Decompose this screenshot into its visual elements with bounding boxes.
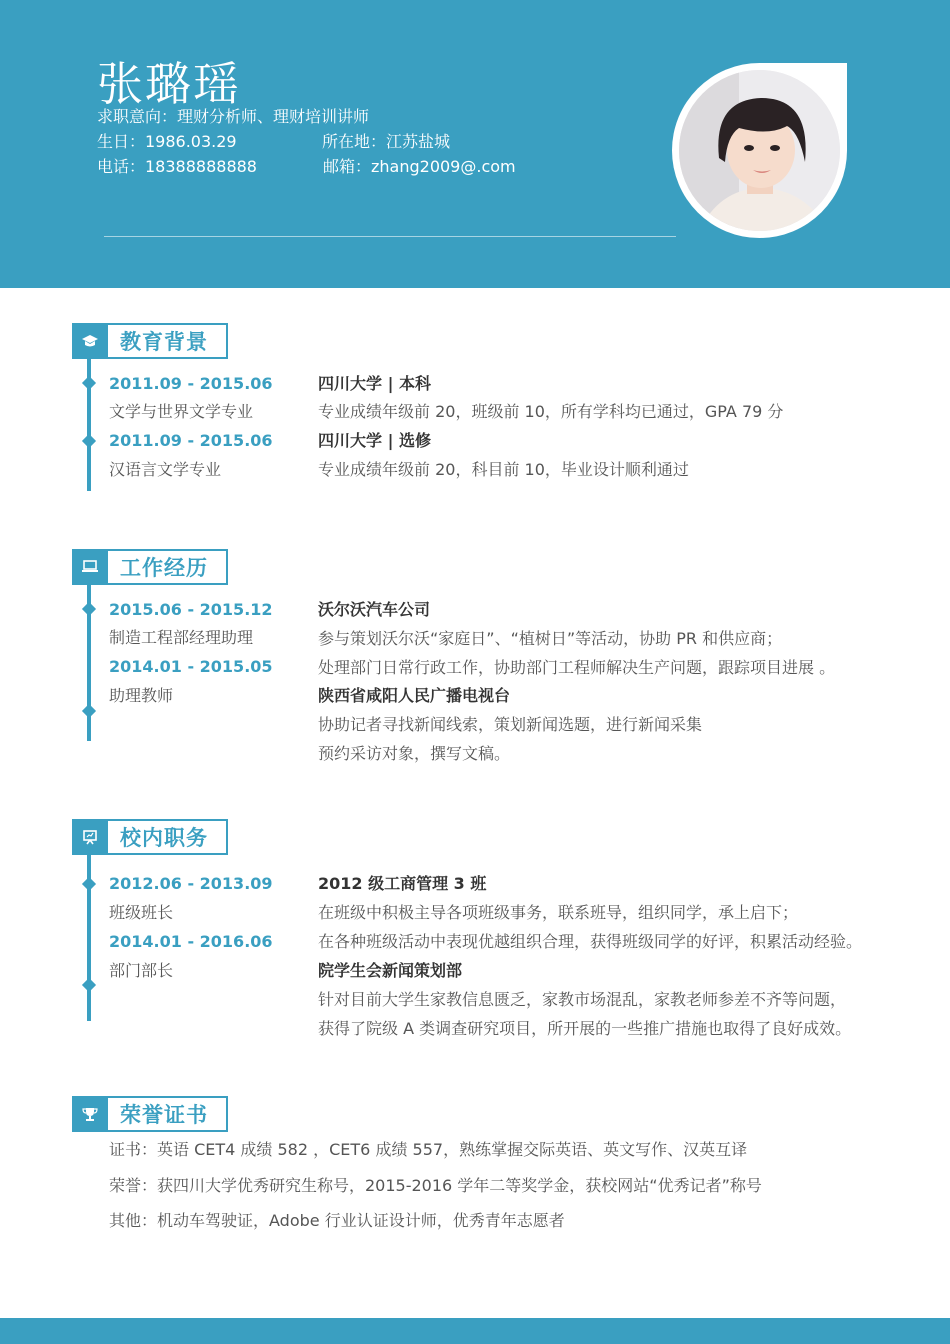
work-company: 陕西省咸阳人民广播电视台 [318, 686, 511, 705]
section-title-text: 教育背景 [120, 330, 208, 354]
timeline-marker [82, 877, 96, 891]
edu-school: 四川大学 | 选修 [318, 431, 431, 450]
campus-desc: 针对目前大学生家教信息匮乏，家教市场混乱，家教老师参差不齐等问题， [318, 990, 847, 1009]
graduation-cap-icon [72, 323, 108, 359]
edu-date: 2011.09 - 2015.06 [109, 374, 273, 393]
location: 所在地：江苏盐城 [322, 132, 451, 151]
honor-other: 其他：机动车驾驶证，Adobe 行业认证设计师，优秀青年志愿者 [109, 1211, 565, 1230]
campus-date: 2012.06 - 2013.09 [109, 874, 273, 893]
edu-school: 四川大学 | 本科 [318, 374, 431, 393]
work-desc: 预约采访对象，撰写文稿。 [318, 744, 511, 763]
phone: 电话：18388888888 [97, 157, 257, 176]
edu-major: 文学与世界文学专业 [109, 402, 254, 421]
campus-date: 2014.01 - 2016.06 [109, 932, 273, 951]
campus-role: 部门部长 [109, 961, 174, 980]
edu-date: 2011.09 - 2015.06 [109, 431, 273, 450]
section-honors-title [72, 1096, 228, 1132]
footer-bar [0, 1318, 950, 1344]
campus-role: 班级班长 [109, 903, 174, 922]
candidate-name: 张璐瑶 [97, 57, 241, 111]
photo-frame [672, 63, 847, 238]
campus-desc: 在班级中积极主导各项班级事务，联系班导，组织同学，承上启下； [318, 903, 799, 922]
presentation-icon [72, 819, 108, 855]
work-date: 2014.01 - 2015.05 [109, 657, 273, 676]
edu-major: 汉语言文学专业 [109, 460, 222, 479]
job-objective: 求职意向：理财分析师、理财培训讲师 [97, 107, 370, 126]
campus-desc: 获得了院级 A 类调查研究项目，所开展的一些推广措施也取得了良好成效。 [318, 1019, 852, 1038]
header-divider [104, 236, 676, 237]
section-education-title [72, 323, 228, 359]
timeline-marker [82, 434, 96, 448]
work-desc: 处理部门日常行政工作，协助部门工程师解决生产问题，跟踪项目进展 。 [318, 658, 836, 677]
campus-desc: 在各种班级活动中表现优越组织合理，获得班级同学的好评，积累活动经验。 [318, 932, 863, 951]
honor-certificates: 证书：英语 CET4 成绩 582 ，CET6 成绩 557，熟练掌握交际英语、英文写作、汉英互译 [109, 1140, 748, 1159]
birthday: 生日：1986.03.29 [97, 132, 237, 151]
edu-desc: 专业成绩年级前 20，班级前 10，所有学科均已通过，GPA 79 分 [318, 402, 784, 421]
timeline-marker [82, 602, 96, 616]
section-campus-title [72, 819, 228, 855]
section-title-text: 工作经历 [120, 556, 208, 580]
campus-org: 院学生会新闻策划部 [318, 961, 463, 980]
section-title-text: 荣誉证书 [120, 1103, 208, 1127]
email: 邮箱：zhang2009@.com [323, 157, 516, 176]
trophy-icon [72, 1096, 108, 1132]
section-title-text: 校内职务 [120, 826, 208, 850]
profile-photo [679, 70, 840, 231]
campus-org: 2012 级工商管理 3 班 [318, 874, 487, 893]
work-company: 沃尔沃汽车公司 [318, 600, 431, 619]
section-work-title [72, 549, 228, 585]
work-desc: 协助记者寻找新闻线索，策划新闻选题，进行新闻采集 [318, 715, 703, 734]
laptop-icon [72, 549, 108, 585]
timeline-marker [82, 376, 96, 390]
timeline-marker [82, 978, 96, 992]
work-date: 2015.06 - 2015.12 [109, 600, 273, 619]
honor-awards: 荣誉：获四川大学优秀研究生称号，2015-2016 学年二等奖学金，获校网站“优秀记者”称号 [109, 1176, 762, 1195]
header-banner [0, 0, 950, 288]
edu-desc: 专业成绩年级前 20，科目前 10，毕业设计顺利通过 [318, 460, 689, 479]
work-role: 助理教师 [109, 686, 174, 705]
work-role: 制造工程部经理助理 [109, 628, 254, 647]
work-desc: 参与策划沃尔沃“家庭日”、“植树日”等活动，协助 PR 和供应商； [318, 629, 783, 648]
timeline-marker [82, 704, 96, 718]
